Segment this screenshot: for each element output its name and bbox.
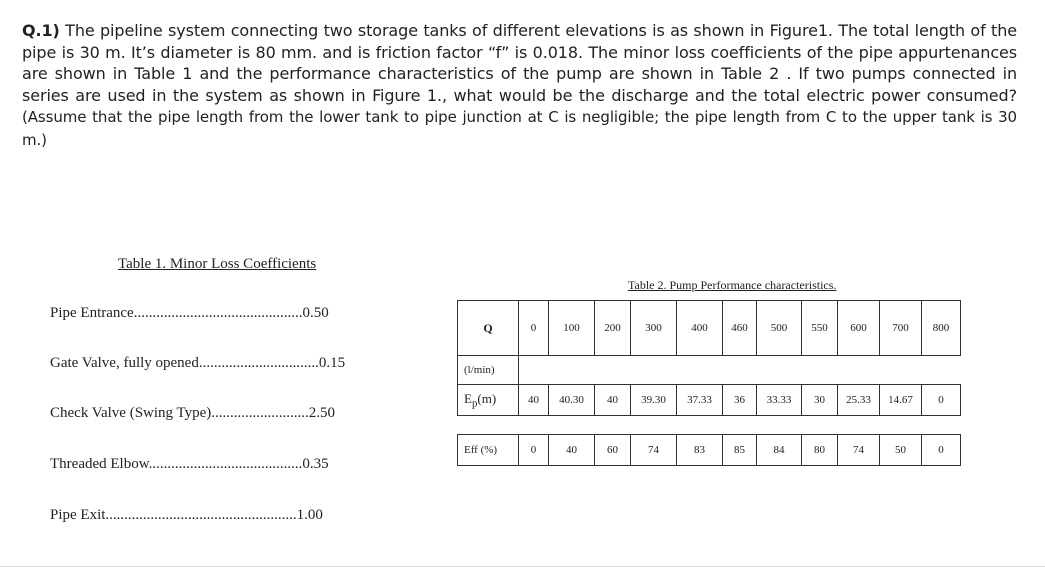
- eff-cell: 60: [595, 435, 631, 466]
- ep-cell: 37.33: [677, 385, 723, 416]
- ep-cell: 36: [723, 385, 757, 416]
- q-label: Q: [458, 301, 519, 356]
- eff-cell: 84: [757, 435, 802, 466]
- q-cell: 700: [880, 301, 922, 356]
- question-text: [22, 20, 1017, 151]
- ep-cell: 39.30: [631, 385, 677, 416]
- q-cell: 600: [838, 301, 880, 356]
- gap-row: [458, 416, 961, 435]
- q-cell: 0: [519, 301, 549, 356]
- eff-cell: 80: [802, 435, 838, 466]
- q-cell: 800: [922, 301, 961, 356]
- eff-cell: 85: [723, 435, 757, 466]
- eff-cell: 0: [519, 435, 549, 466]
- ep-cell: 30: [802, 385, 838, 416]
- unit-row-blank: [519, 356, 961, 385]
- eff-cell: 50: [880, 435, 922, 466]
- q-unit-label: (l/min): [458, 356, 519, 385]
- ep-cell: 40: [595, 385, 631, 416]
- page-bottom-divider: [0, 566, 1045, 567]
- question-body: The pipeline system connecting two storage tanks of different elevations is as shown in Figure1. The total length of the pipe is 30 m. It’s diameter is 80 mm. and is friction factor “f” is 0.018. The minor loss coefficients of the pipe appurtenances are shown in Table 1 and the performance characteristics of the pump are shown in Table 2 . If two pumps connected in series are used in the system as shown in Figure 1., what would be the discharge and the total electric power consumed?: [22, 21, 1017, 105]
- eff-cell: 83: [677, 435, 723, 466]
- table-row-gap: [458, 416, 961, 435]
- ep-subscript: p: [471, 397, 478, 410]
- eff-cell: 40: [549, 435, 595, 466]
- loss-threaded-elbow: Threaded Elbow.........................................0.35: [50, 456, 329, 472]
- ep-cell: 33.33: [757, 385, 802, 416]
- table2-title: Table 2. Pump Performance characteristics.: [628, 278, 837, 292]
- question-note: (Assume that the pipe length from the lower tank to pipe junction at C is negligible; the pipe length from C to the upper tank is 30 m.): [22, 108, 1017, 149]
- pump-performance-table: [457, 300, 961, 466]
- eff-cell: 0: [922, 435, 961, 466]
- loss-pipe-exit: Pipe Exit...................................................1.00: [50, 507, 323, 523]
- eff-cell: 74: [631, 435, 677, 466]
- loss-pipe-entrance: Pipe Entrance.............................................0.50: [50, 305, 329, 321]
- table-row-ep: [458, 385, 961, 416]
- q-cell: 300: [631, 301, 677, 356]
- ep-label: $E_p(m)$: [458, 385, 519, 416]
- eff-cell: 74: [838, 435, 880, 466]
- q-cell: 500: [757, 301, 802, 356]
- q-cell: 200: [595, 301, 631, 356]
- loss-check-valve: Check Valve (Swing Type)..........................2.50: [50, 405, 336, 421]
- ep-cell: 25.33: [838, 385, 880, 416]
- q-cell: 460: [723, 301, 757, 356]
- eff-label: Eff (%): [458, 435, 519, 466]
- table1-title: Table 1. Minor Loss Coefficients: [118, 256, 317, 272]
- table-row-q: [458, 301, 961, 356]
- ep-cell: 40: [519, 385, 549, 416]
- question-number: Q.1): [22, 21, 60, 40]
- loss-gate-valve: Gate Valve, fully opened................................0.15: [50, 355, 346, 371]
- ep-cell: 40.30: [549, 385, 595, 416]
- ep-cell: 0: [922, 385, 961, 416]
- q-cell: 400: [677, 301, 723, 356]
- table-row-unit: [458, 356, 961, 385]
- q-cell: 550: [802, 301, 838, 356]
- q-cell: 100: [549, 301, 595, 356]
- ep-cell: 14.67: [880, 385, 922, 416]
- table-row-eff: [458, 435, 961, 466]
